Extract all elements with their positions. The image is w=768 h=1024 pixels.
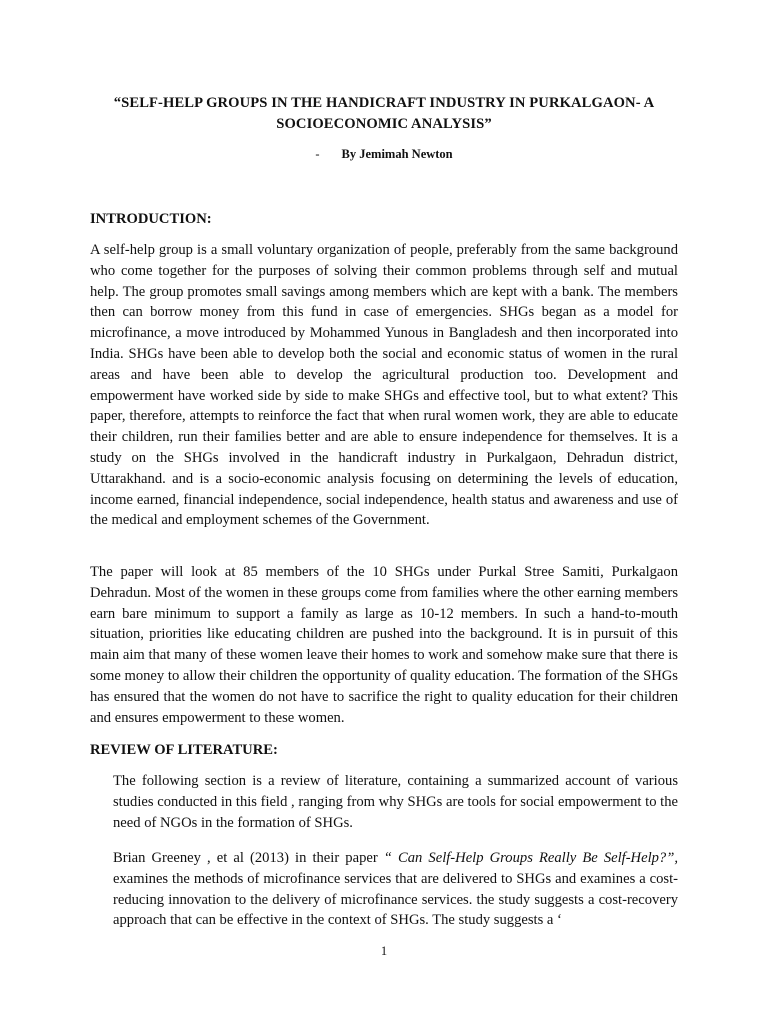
intro-paragraph-1: A self-help group is a small voluntary organization of people, preferably from the same background who come together for the purposes of solving their common problems through self and mutual help. The group promotes small savings among members which are kept with a bank. The members then can borrow money from this fund in case of emergencies. SHGs began as a model for microfinance, a move introduced by Mohammed Yunous in Bangladesh and then incorporated into India. SHGs have been able to develop both the social and economic status of women in the rural areas and have been able to develop the agricultural production too. Development and empowerment have worked side by side to make SHGs and effective tool, but to what extent? This paper, therefore, attempts to reinforce the fact that when rural women work, they are able to educate their children, run their families better and are able to ensure independence for themselves. It is a study on the SHGs involved in the handicraft industry in Purkalgaon, Dehradun district, Uttarakhand. and is a socio-economic analysis focusing on determining the levels of education, income earned, financial independence, social independence, health status and awareness and use of the medical and employment schemes of the Government. (90, 242, 678, 529)
introduction-heading: INTRODUCTION: (90, 211, 212, 227)
review-paragraph-2-start: Brian Greeney , et al (2013) in their paper (113, 850, 384, 866)
page-number: 1 (380, 944, 388, 958)
author-dash: - (315, 147, 320, 161)
document-title: “SELF-HELP GROUPS IN THE HANDICRAFT INDUSTRY IN PURKALGAON- A SOCIOECONOMIC ANALYSIS” (113, 95, 655, 132)
author-name: By Jemimah Newton (341, 147, 453, 161)
review-paragraph-2-rest: examines the methods of microfinance services that are delivered to SHGs and examines a cost-reducing innovation to the delivery of microfinance services. the study suggests a cost-recovery approach that can be effective in the context of SHGs. The study suggests a ‘ (113, 870, 678, 929)
review-of-literature-heading: REVIEW OF LITERATURE: (90, 742, 278, 758)
intro-paragraph-2: The paper will look at 85 members of the 10 SHGs under Purkal Stree Samiti, Purkalgaon Dehradun. Most of the women in these groups come from families where the other earning members earn bare minimum to support a family as large as 10-12 members. In such a hand-to-mouth situation, priorities like educating children are pushed into the background. It is in pursuit of this main aim that many of these women leave their homes to work and somehow make sure that there is some money to allow their children the opportunity of quality education. The formation of the SHGs has ensured that the women do not have to sacrifice the right to quality education for their children and ensures empowerment to these women. (90, 564, 678, 726)
paper-title-quote: “ Can Self-Help Groups Really Be Self-Help?”, (383, 850, 678, 866)
author-line (90, 145, 678, 163)
review-paragraph-1: The following section is a review of literature, containing a summarized account of various studies conducted in this field , ranging from why SHGs are tools for social empowerment to the need of NGOs in the formation of SHGs. (113, 773, 678, 831)
review-paragraph-2 (113, 848, 678, 931)
